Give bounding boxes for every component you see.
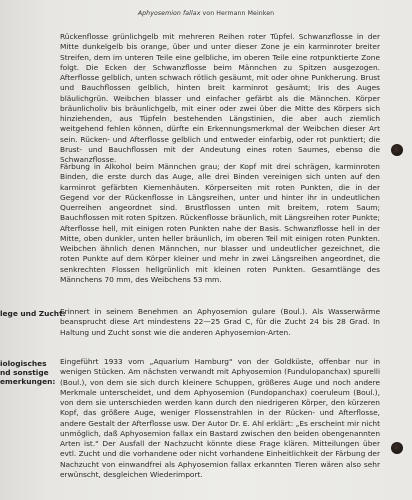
punch-hole [391,144,403,156]
paragraph-alcohol-coloration: Färbung in Alkohol beim Männchen grau; der Kopf mit drei schrägen, karminroten Binden, die erste durch das Auge, alle drei Binden vereinigen sich unten auf den karminrot gefärbten Kiemenhäuten. Körperseiten mit roten Punkten, die in der Gegend vor der Rückenflosse in Längsreihen, unter und hinter ihr in undeutlichen Querreihen angeordnet sind. Brustflossen unten mit breitem, rotem Saum; Bauchflossen mit roten Spitzen. Rückenflosse bräunlich, mit Längsreihen roter Punkte; Afterflosse hell, mit einigen roten Punkten nahe der Basis. Schwanzflosse hell in der Mitte, oben dunkler, unten heller bräunlich, im oberen Teil mit einigen roten Punkten. Weibchen ähnlich denen Männchen, nur blasser und undeutlicher gezeichnet, die roten Punkte auf dem Körper kleiner und mehr in zwei Längsreihen angeordnet, die senkrechten Flossen hellgrünlich mit kleinen roten Punkten. Gesamtlänge des Männchens 70 mm, des Weibchens 53 mm. [60,162,381,284]
punch-hole [391,442,403,454]
side-label-care: lege und Zucht: [0,309,66,318]
header-author: von Hermann Meinken [202,10,275,17]
running-header [0,10,412,17]
side-label-biology: iologisches nd sonstige emerkungen: [0,359,56,386]
paragraph-biology: Eingeführt 1933 vom „Aquarium Hamburg" von der Goldküste, offenbar nur in wenigen Stücken. Am nächsten verwandt mit Aphyosemion (Fundulopanchax) spurelli (Boul.), von dem sie sich durch kleinere Schuppen, größeres Auge und noch andere Merkmale unterscheidet, und dem Aphyosemion (Fundopanchax) coeruleum (Boul.), von dem sie unterschieden werden kann durch den niedrigeren Körper, den kürzeren Kopf, das größere Auge, weniger Flossenstrahlen in der Rücken- und Afterflosse, andere Gestalt der Afterflosse usw. Der Autor Dr. E. Ahl erklärt: „Es erscheint mir nicht unmöglich, daß Aphyosemion fallax ein Bastard zwischen den beiden obengenannten Arten ist." Der Ausfall der Nachzucht könnte diese Frage klären. Mitteilungen über evtl. Zucht und die vorhandene oder nicht vorhandene Einheitlichkeit der Färbung der Nachzucht von einwandfrei als Aphyosemion fallax erkannten Tieren wären also sehr erwünscht, desgleichen Wiederimport. [60,357,380,479]
header-species: Aphyosemion fallax [137,10,201,17]
paragraph-coloration: Rückenflosse grünlichgelb mit mehreren Reihen roter Tüpfel. Schwanzflosse in der Mitte dunkelgelb bis orange, über und unter dieser Zone je ein karminroter breiter Streifen, dem im unteren Teile eine gelbliche, im oberen Teile eine rotpunktierte Zone folgt. Die Ecken der Schwanzflosse beim Männchen zu Spitzen ausgezogen. Afterflosse gelblich, unten schwach rötlich gesäumt, mit oder ohne Punkherung. Brust und Bauchflossen gelblich, hinten breit karminrot gesäumt; Iris des Auges bläulichgrün. Weibchen blasser und einfacher gefärbt als die Männchen. Körper bräunlicholiv bis bräunlichgelb, mit einer oder zwei über die Mitte des Körpers sich hinziehenden, aus Tüpfeln bestehenden Längstinien, die aber auch ziemlich weitgehend fehlen können, dürfte ein Erkennungsmerkmal der Weibchen dieser Art sein. Rücken- und Afterflosse gelblich und entweder einfarbig, oder rot punktiert; die Brust- und Bauchflossen mit der Andeutung eines roten Saumes, ebenso die Schwanzflosse. [60,32,380,164]
paragraph-care: Erinnert in seinem Benehmen an Aphyosemion gulare (Boul.). Als Wasserwärme beansprucht diese Art mindestens 22—25 Grad C, für die Zucht 24 bis 28 Grad. In Haltung und Zucht sonst wie die anderen Aphyosemion-Arten. [60,307,380,337]
